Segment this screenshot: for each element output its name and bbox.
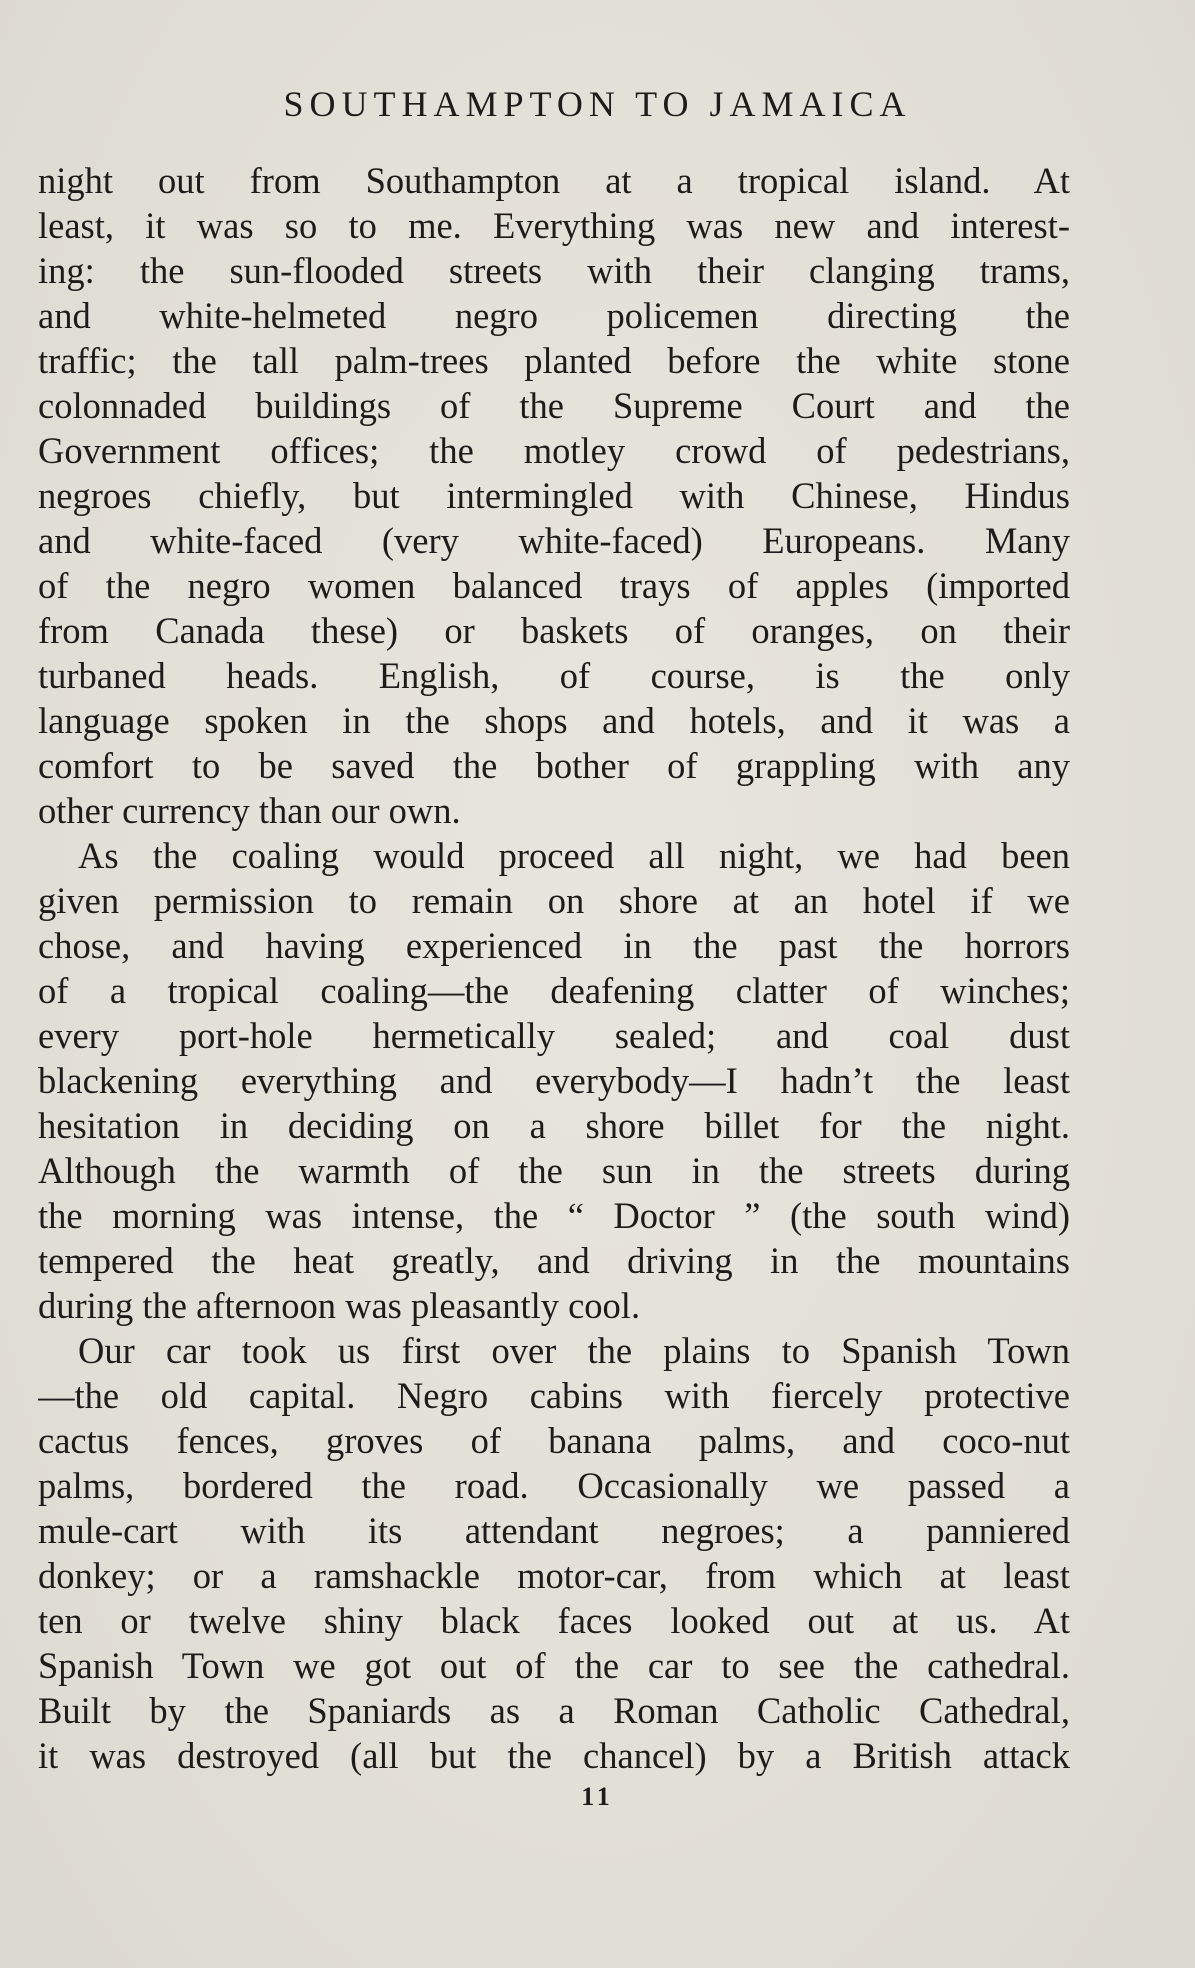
text-line: cactus fences, groves of banana palms, and coco-nut <box>38 1420 1070 1461</box>
text-line: mule-cart with its attendant negroes; a panniered <box>38 1510 1070 1551</box>
text-line: language spoken in the shops and hotels, and it was a <box>38 700 1070 741</box>
text-line: other currency than our own. <box>38 790 461 831</box>
text-line: comfort to be saved the bother of grappling with any <box>38 745 1070 786</box>
text-line: night out from Southampton at a tropical island. At <box>38 160 1070 201</box>
text-line: colonnaded buildings of the Supreme Court and the <box>38 385 1070 426</box>
text-line: tempered the heat greatly, and driving in the mountains <box>38 1240 1070 1281</box>
text-line: of a tropical coaling—the deafening clatter of winches; <box>38 970 1070 1011</box>
text-line: Our car took us first over the plains to Spanish Town <box>78 1330 1070 1371</box>
text-line: every port-hole hermetically sealed; and coal dust <box>38 1015 1070 1056</box>
text-line: negroes chiefly, but intermingled with Chinese, Hindus <box>38 475 1070 516</box>
text-line: Government offices; the motley crowd of pedestrians, <box>38 430 1070 471</box>
text-line: traffic; the tall palm-trees planted before the white stone <box>38 340 1070 381</box>
text-line: hesitation in deciding on a shore billet for the night. <box>38 1105 1070 1146</box>
text-line: palms, bordered the road. Occasionally we passed a <box>38 1465 1070 1506</box>
page-number: 11 <box>581 1782 614 1811</box>
text-line: As the coaling would proceed all night, we had been <box>78 835 1070 876</box>
text-line: turbaned heads. English, of course, is the only <box>38 655 1070 696</box>
text-line: least, it was so to me. Everything was new and interest- <box>38 205 1070 246</box>
text-line: ten or twelve shiny black faces looked out at us. At <box>38 1600 1070 1641</box>
text-line: Although the warmth of the sun in the streets during <box>38 1150 1070 1191</box>
text-line: chose, and having experienced in the past the horrors <box>38 925 1070 966</box>
text-line: donkey; or a ramshackle motor-car, from which at least <box>38 1555 1070 1596</box>
text-line: it was destroyed (all but the chancel) by a British attack <box>38 1735 1070 1776</box>
text-line: and white-faced (very white-faced) Europeans. Many <box>38 520 1070 561</box>
text-line: given permission to remain on shore at an hotel if we <box>38 880 1070 921</box>
text-line: of the negro women balanced trays of apples (imported <box>38 565 1070 606</box>
text-line: and white-helmeted negro policemen directing the <box>38 295 1070 336</box>
text-line: Built by the Spaniards as a Roman Catholic Cathedral, <box>38 1690 1070 1731</box>
text-line: from Canada these) or baskets of oranges, on their <box>38 610 1070 651</box>
text-line: —the old capital. Negro cabins with fiercely protective <box>38 1375 1070 1416</box>
running-head: SOUTHAMPTON TO JAMAICA <box>283 84 912 124</box>
text-line: Spanish Town we got out of the car to see the cathedral. <box>38 1645 1070 1686</box>
text-line: blackening everything and everybody—I hadn’t the least <box>38 1060 1070 1101</box>
text-line: the morning was intense, the “ Doctor ” (the south wind) <box>38 1195 1070 1236</box>
text-line: ing: the sun-flooded streets with their clanging trams, <box>38 250 1070 291</box>
body-text <box>38 158 1070 1778</box>
text-line: during the afternoon was pleasantly cool. <box>38 1285 641 1326</box>
